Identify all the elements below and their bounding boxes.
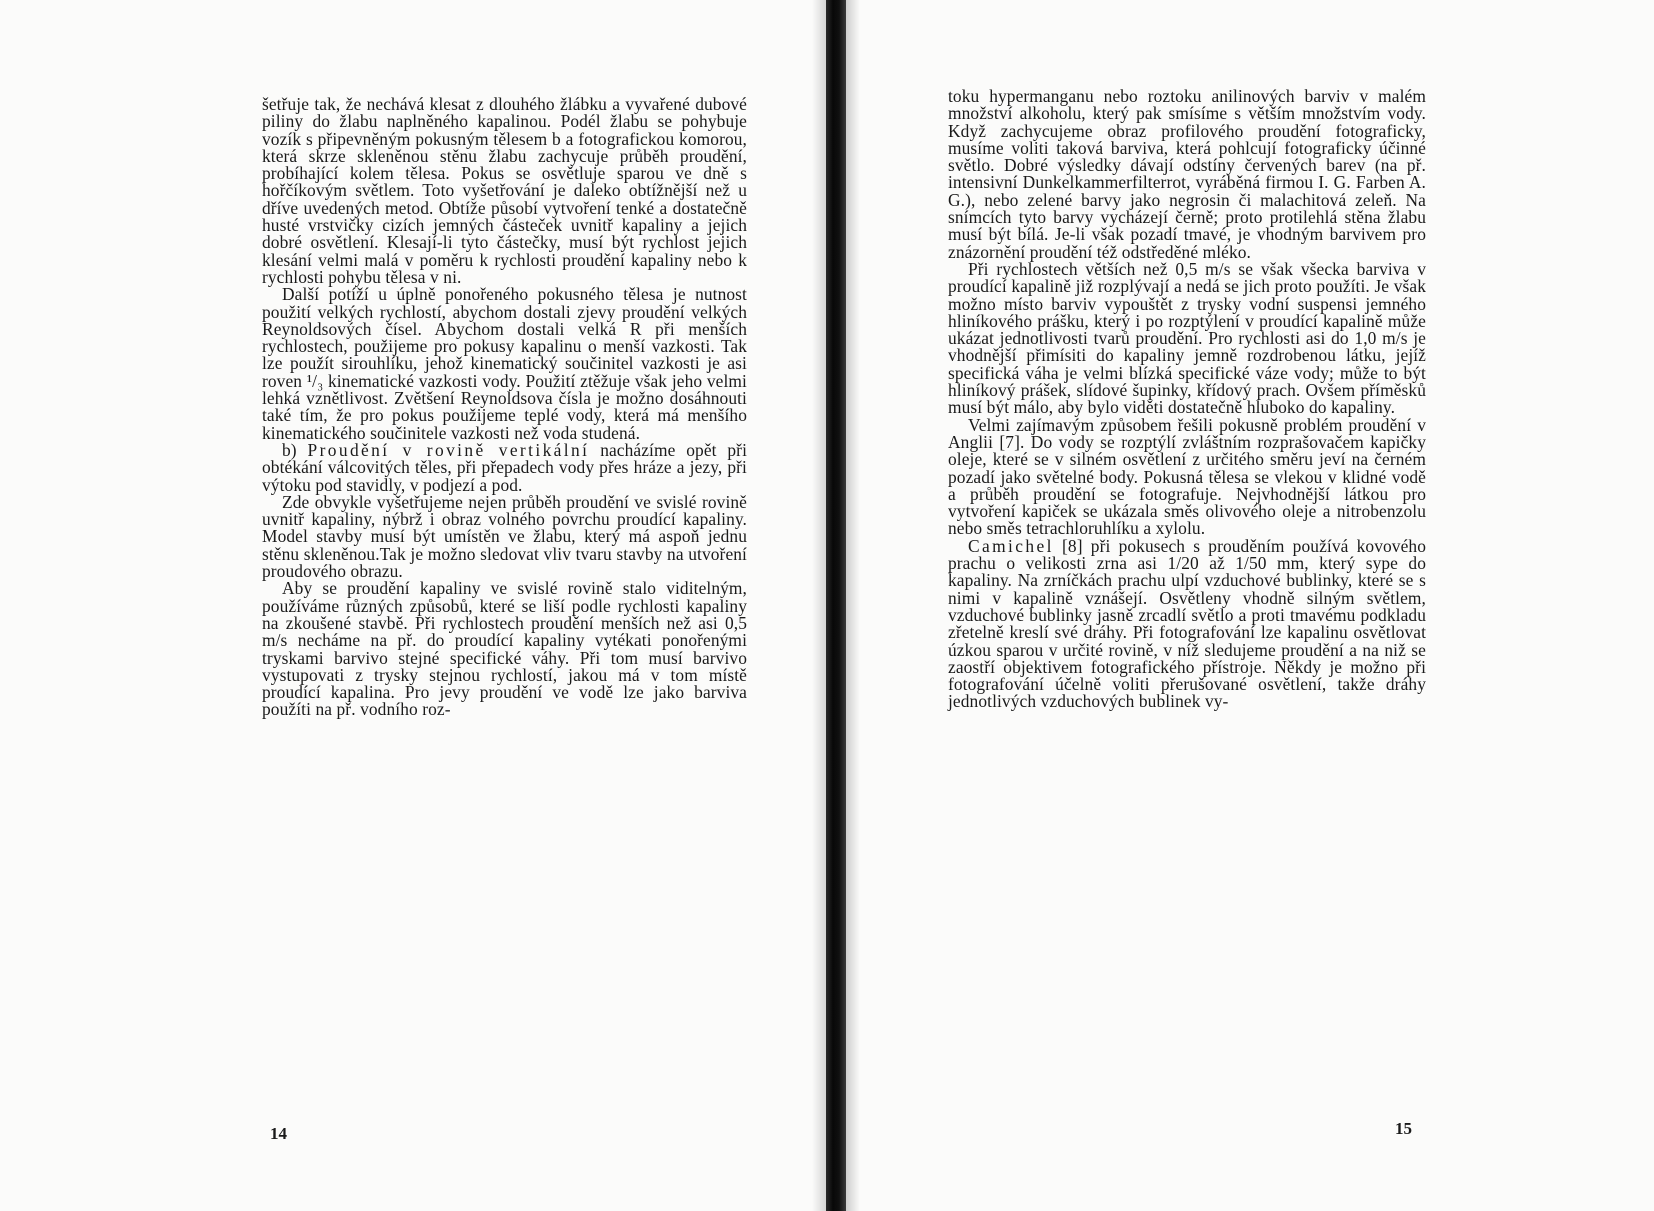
- right-paragraph-3: Velmi zajímavým způsobem řešili pokusně problém proudění v Anglii [7]. Do vody se rozptýlí zvláštním rozprašovačem kapičky oleje, které se v silném osvětlení z určitého směru jeví na černém pozadí jako světelné body. Pokusná tělesa se vlekou v klidné vodě a průběh proudění se fotografuje. Nejvhodnější látkou pro vytvoření kapiček se ukázala směs olivového oleje a nitrobenzolu nebo směs tetrachloruhlíku a xylolu.: [948, 414, 1426, 539]
- gutter-shadow-right: [846, 0, 860, 1211]
- camichel-name: Camichel: [968, 535, 1054, 556]
- left-paragraph-2: Další potíží u úplně ponořeného pokusného tělesa je nutnost použití velkých rychlostí, abychom dostali zjevy proudění velkých Reynoldsových čísel. Abychom dostali velká R při menších rychlostech, použijeme pro pokusy kapalinu o menší vazkosti. Tak lze použít sirouhlíku, jehož kinematický součinitel vazkosti je asi roven ¹/₃ kinematické vazkosti vody. Použití ztěžuje však jeho velmi lehká vznětlivost. Zvětšení Reynoldsova čísla je možno dosáhnouti také tím, že pro pokus použijeme teplé vody, která má menšího kinematického součinitele vazkosti než voda studená.: [262, 284, 747, 443]
- left-paragraph-4: Zde obvykle vyšetřujeme nejen průběh proudění ve svislé rovině uvnitř kapaliny, nýbrž i obraz volného povrchu proudící kapaliny. Model stavby musí být umístěn ve žlabu, který má aspoň jednu stěnu skleněnou.Tak je možno sledovat vliv tvaru stavby na utvoření proudového obrazu.: [262, 491, 747, 582]
- left-paragraph-1: šetřuje tak, že nechává klesat z dlouhého žlábku a vyvařené dubové piliny do žlabu naplněného kapalinou. Podél žlabu se pohybuje vozík s připevněným pokusným tělesem b a fotografickou komorou, která skrze skleněnou stěnu žlabu zachycuje průběh proudění, probíhající kolem tělesa. Pokus se osvětluje sparou ve dně s hořčíkovým světlem. Toto vyšetřování je daleko obtížnější než u dříve uvedených metod. Obtíže působí vytvoření tenké a dostatečně husté vrstvičky cizích jemných částeček uvnitř kapaliny a jejich dobré osvětlení. Klesají-li tyto částečky, musí být rychlost jejich klesání velmi malá v poměru k rychlosti proudění kapaliny nebo k rychlosti pohybu tělesa v ni.: [262, 94, 747, 287]
- section-b-rest: nacházíme: [600, 439, 676, 460]
- section-b-body: opět při obtékání válcovitých těles, při přepadech vody přes hráze a jezy, při výtoku pod stavidly, v podjezí a pod.: [262, 439, 748, 495]
- section-b-prefix: b): [282, 439, 297, 460]
- right-paragraph-2: Při rychlostech větších než 0,5 m/s se však všecka barviva v proudící kapalině již rozplývají a nedá se jich proto použíti. Je však možno místo barviv vypouštět z trysky vodní suspensi jemného hliníkového prášku, který i po rozptýlení v proudící kapalině může ukázat jednotlivosti tvarů proudění. Pro rychlosti asi do 1,0 m/s je vhodnější přimísiti do kapaliny jemně rozdrobenou látku, jejíž specifická váha je velmi blízká specifické váze vody; může to být hliníkový prášek, slídové šupinky, křídový prach. Ovšem příměsků musí být málo, aby bylo viděti dostatečně hluboko do kapaliny.: [948, 258, 1426, 418]
- left-page-text: [262, 96, 747, 719]
- gutter-shadow-left: [812, 0, 826, 1211]
- right-paragraph-4-body: [8] při pokusech s prouděním používá kovového prachu o velikosti zrna asi 1/20 až 1/50 mm, který sype do kapaliny. Na zrníčkách prachu ulpí vzduchové bublinky, které se s nimi v kapalině vznášejí. Osvětleny vhodně silným světlem, vzduchové bublinky jasně zrcadlí světlo a proti tmavému podkladu zřetelně kreslí své dráhy. Při fotografování lze kapalinu osvětlovat úzkou sparou v určité rovině, v níž sledujeme proudění a na niž se zaostří objektivem fotografického přístroje. Někdy je možno při fotografování účelně voliti přerušované osvětlení, takže dráhy jednotlivých vzduchových bublinek vy-: [948, 535, 1426, 712]
- left-paragraph-5: Aby se proudění kapaliny ve svislé rovině stalo viditelným, používáme různých způsobů, které se liší podle rychlosti kapaliny na zkoušené stavbě. Při rychlostech proudění menších než asi 0,5 m/s necháme na př. do proudící kapaliny vytékati ponořenými tryskami barvivo stejné specifické váhy. Při tom musí barvivo vystupovati z trysky stejnou rychlostí, jakou má v tom místě proudící kapalina. Pro jevy proudění ve vodě lze jako barviva použíti na př. vodního roz-: [262, 578, 747, 720]
- book-gutter: [826, 0, 846, 1211]
- right-page-number: 15: [1395, 1119, 1412, 1138]
- left-paragraph-section-b: [262, 439, 748, 495]
- right-paragraph-1: toku hypermanganu nebo roztoku anilinových barviv v malém množství alkoholu, který pak smísíme s větším množstvím vody. Když zachycujeme obraz profilového proudění fotograficky, musíme voliti taková barviva, která pohlcují fotograficky účinné světlo. Dobré výsledky dávají odstíny červených barev (na př. intensivní Dunkelkammerfilterrot, vyráběná firmou I. G. Farben A. G.), nebo zelené barvy jako negrosin či malachitová zeleň. Na snímcích tyto barvy vycházejí černě; proto protilehlá stěna žlabu musí být bílá. Je-li však pozadí tmavé, je vhodným barvivem pro znázornění proudění též odstředěné mléko.: [948, 86, 1426, 262]
- left-page-number: 14: [270, 1124, 287, 1143]
- section-b-title: Proudění v rovině vertikální: [307, 439, 590, 460]
- right-page-text: [948, 88, 1426, 711]
- right-paragraph-4: [948, 535, 1426, 712]
